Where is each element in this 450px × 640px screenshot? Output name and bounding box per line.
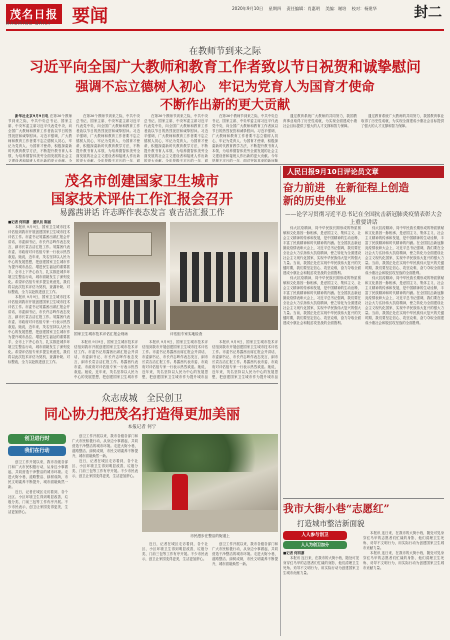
story3-body-text-2b: 近日，记者在城区走访看到，各个社区、小区环境卫生得到明显改善，垃圾分类、门前三包等工作有序开展。不少市民表示，创卫让家园变得更美，生活更加舒心。 [72, 459, 138, 478]
story2-body-text-b: 本报讯 9月9日，国家卫生城市技术评估组到我市开展创建国家卫生城市技术评估工作。市委书记易露茜出席汇报会并讲话，市委副书记、市长许志晖作表态发言，副市长袁吉洁汇报工作。易露茜代表市委、市政府对评估组专家一行表示热烈欢迎。她说，近年来，茂名坚持以人民为中心的发展思想，把创建国家卫生城市作为提升城市品位、增进民生福祉的重要抓手，全市上下齐心协力，扎实推进城乡环境卫生整洁行动，城市面貌发生了深刻变化。希望评估组专家多提宝贵意见，我们将以此次技术评估为契机，查漏补缺、对标整改，全力以赴推进创卫工作。 [8, 295, 70, 364]
commentary-body-text-2b: 伟大抗疫精神，同中华民族长期形成的特质禀赋和文化基因一脉相承，是爱国主义、集体主义、社会主义精神的传承和发展，是中国精神的生动诠释，丰富了民族精神和时代精神的内涵。在全国抗击新冠肺炎疫情表彰大会上，习近平总书记强调，我们要在全社会大力弘扬伟大抗疫精神，使之转化为全面建设社会主义现代化国家、实现中华民族伟大复兴的强大力量。当前，我国正处在实现中华民族伟大复兴的关键时期，我们要坚定信心、攻坚克难，奋力夺取全面建成小康社会和脱贫攻坚战的全面胜利。 [365, 276, 444, 325]
story3-body-col1 [8, 460, 68, 636]
commentary-title-line2: 新的历史伟业 [283, 195, 346, 207]
lead-body-text-2: 在第36个教师节到来之际，中共中央总书记、国家主席、中央军委主席习近平代表党中央，向全国广大教师和教育工作者致以节日的热烈祝贺和诚挚慰问。习近平强调，广大教师和教育工作者要不忘立德树人初心，牢记为党育人、为国育才使命，积极探索新时代教育教学方法，不断提升教书育人本领，为培养德智体美劳全面发展的社会主义建设者和接班人作出新的更大贡献。今年是极不平凡的一年，面 [76, 114, 140, 162]
story3-body-text-3: 近日，记者在城区走访看到，各个社区、小区环境卫生得到明显改善，垃圾分类、门前三包等工作有序开展。不少市民表示，创卫让家园变得更美，生活更加舒心。 [142, 542, 208, 561]
commentary-bar: 人民日报9月10日评论员文章 [283, 166, 444, 178]
lead-body-col1 [8, 114, 72, 162]
issue-weekday: 星期四 [268, 6, 282, 11]
inspection-floor-shape [170, 306, 278, 330]
divider [283, 498, 444, 499]
lead-body-col3 [144, 114, 208, 162]
meeting-photo [74, 222, 166, 330]
volunteer-body-col2 [363, 531, 444, 636]
divider [6, 164, 444, 165]
story2-byline: ■记者 何西嘉 通讯员 陈丽 [8, 220, 51, 224]
newspaper-logo: 茂名日报 [6, 4, 62, 24]
designer-credit: 美编：谢培 [325, 6, 347, 11]
volunteer-headline: 我市大街小巷“志愿红” [283, 503, 390, 515]
story2-body-col4 [212, 340, 278, 380]
story2-body-col3 [142, 340, 208, 380]
story2-body-text: 本报讯 9月9日，国家卫生城市技术评估组到我市开展创建国家卫生城市技术评估工作。市委书记易露茜出席汇报会并讲话，市委副书记、市长许志晖作表态发言，副市长袁吉洁汇报工作。易露茜代表市委、市政府对评估组专家一行表示热烈欢迎。她说，近年来，茂名坚持以人民为中心的发展思想，把创建国家卫生城市作为提升城市品位、增进民生福祉的重要抓手，全市上下齐心协力，扎实推进城乡环境卫生整洁行动，城市面貌发生了深刻变化。希望评估组专家多提宝贵意见，我们将以此次技术评估为契机，查漏补缺、对标整改，全力以赴推进创卫工作。 [8, 225, 70, 294]
story3-body-text-b: 近日，记者在城区走访看到，各个社区、小区环境卫生得到明显改善，垃圾分类、门前三包等工作有序开展。不少市民表示，创卫让家园变得更美，生活更加舒心。 [8, 490, 68, 514]
lead-body-text-4: 在第36个教师节到来之际，中共中央总书记、国家主席、中央军委主席习近平代表党中央，向全国广大教师和教育工作者致以节日的热烈祝贺和诚挚慰问。习近平强调，广大教师和教育工作者要不忘立德树人初心，牢记为党育人、为国育才使命，积极探索新时代教育教学方法，不断提升教书育人本领，为培养德智体美劳全面发展的社会主义建设者和接班人作出新的更大贡献。今年是极不平凡的一年，面对突如其来的新冠肺 [212, 114, 278, 162]
story3-body-col2 [72, 434, 138, 636]
lead-body-col2 [76, 114, 140, 162]
volunteer-logo-tag-2: 人人为创卫加分 [283, 541, 347, 549]
story3-byline: 本报记者 何宁 [127, 425, 157, 430]
issue-date: 2020年9月10日 [232, 6, 264, 11]
story3-headline: 同心协力把茂名打造得更加美丽 [44, 407, 240, 423]
volunteer-headline-line2: 打造城市整洁新面貌 [297, 519, 365, 528]
story3-body-col4 [212, 542, 278, 636]
volunteer-body-text: 本报讯 连日来，在我市的大街小巷，随处可见身穿红马甲的志愿者们忙碌的身影，他们清理卫生死角、劝导不文明行为，用实际行动为创建国家卫生城市贡献力量。 [283, 556, 359, 575]
commentary-body-text: 伟大抗疫精神，同中华民族长期形成的特质禀赋和文化基因一脉相承，是爱国主义、集体主义、社会主义精神的传承和发展，是中国精神的生动诠释，丰富了民族精神和时代精神的内涵。在全国抗击新冠肺炎疫情表彰大会上，习近平总书记强调，我们要在全社会大力弘扬伟大抗疫精神，使之转化为全面建设社会主义现代化国家、实现中华民族伟大复兴的强大力量。当前，我国正处在实现中华民族伟大复兴的关键时期，我们要坚定信心、攻坚克难，奋力夺取全面建成小康社会和脱贫攻坚战的全面胜利。 [283, 226, 361, 275]
commentary-body-col1 [283, 226, 361, 494]
commentary-body-text-b: 伟大抗疫精神，同中华民族长期形成的特质禀赋和文化基因一脉相承，是爱国主义、集体主义、社会主义精神的传承和发展，是中国精神的生动诠释，丰富了民族精神和时代精神的内涵。在全国抗击新冠肺炎疫情表彰大会上，习近平总书记强调，我们要在全社会大力弘扬伟大抗疫精神，使之转化为全面建设社会主义现代化国家、实现中华民族伟大复兴的强大力量。当前，我国正处在实现中华民族伟大复兴的关键时期，我们要坚定信心、攻坚克难，奋力夺取全面建成小康社会和脱贫攻坚战的全面胜利。 [283, 276, 361, 325]
volunteer-body-text-2b: 本报讯 连日来，在我市的大街小巷，随处可见身穿红马甲的志愿者们忙碌的身影，他们清理卫生死角、劝导不文明行为，用实际行动为创建国家卫生城市贡献力量。 [363, 551, 444, 570]
volunteer-body-col1 [283, 551, 359, 636]
lead-body-text: 在第36个教师节到来之际，中共中央总书记、国家主席、中央军委主席习近平代表党中央，向全国广大教师和教育工作者致以节日的热烈祝贺和诚挚慰问。习近平强调，广大教师和教育工作者要不忘立德树人初心，牢记为党育人、为国育才使命，积极探索新时代教育教学方法，不断提升教书育人本领，为培养德智体美劳全面发展的社会主义建设者和接班人作出新的更大贡献。今 [8, 114, 72, 162]
street-person-shape [172, 474, 188, 514]
volunteer-logo-tag: 人人参与创卫 [283, 531, 347, 540]
volunteer-byline: ■记者 何西嘉 [283, 551, 305, 555]
masthead-rule [6, 29, 444, 31]
inspection-photo [170, 222, 278, 330]
commentary-body-text-2: 伟大抗疫精神，同中华民族长期形成的特质禀赋和文化基因一脉相承，是爱国主义、集体主义、社会主义精神的传承和发展，是中国精神的生动诠释，丰富了民族精神和时代精神的内涵。在全国抗击新冠肺炎疫情表彰大会上，习近平总书记强调，我们要在全社会大力弘扬伟大抗疫精神，使之转化为全面建设社会主义现代化国家、实现中华民族伟大复兴的强大力量。当前，我国正处在实现中华民族伟大复兴的关键时期，我们要坚定信心、攻坚克难，奋力夺取全面建成小康社会和脱贫攻坚战的全面胜利。 [365, 226, 444, 275]
lead-body-text-3: 在第36个教师节到来之际，中共中央总书记、国家主席、中央军委主席习近平代表党中央，向全国广大教师和教育工作者致以节日的热烈祝贺和诚挚慰问。习近平强调，广大教师和教育工作者要不忘立德树人初心，牢记为党育人、为国育才使命，积极探索新时代教育教学方法，不断提升教书育人本领，为培养德智体美劳全面发展的社会主义建设者和接班人作出新的更大贡献。今年是极不平凡的一年，面 [144, 114, 208, 162]
meeting-people-shape [84, 300, 156, 324]
lead-headline-line3: 不断作出新的更大贡献 [159, 98, 290, 113]
commentary-subtitle: ——论学习贯彻习近平总书记在全国抗击新冠肺炎疫情表彰大会上重要讲话 [285, 212, 442, 226]
story2-body-text-4: 本报讯 9月9日，国家卫生城市技术评估组到我市开展创建国家卫生城市技术评估工作。市委书记易露茜出席汇报会并讲话，市委副书记、市长许志晖作表态发言，副市长袁吉洁汇报工作。易露茜代表市委、市政府对评估组专家一行表示热烈欢迎。她说，近年来，茂名坚持以人民为中心的发展思想，把创建国家卫生城市作为提升城市品 [212, 340, 278, 379]
right-top-text-2: 通过教育系统广大教师的共同努力，我国教育事业取得了历史性成就，为实现全面建成小康社会目标提供了强大的人才支撑和智力保障。 [361, 114, 444, 128]
story3-body-text-2: 创卫工作开展以来，我市各级各部门和广大市民积极行动，从身边小事做起，共同营造干净整洁的城市环境。走进大街小巷，道路整洁、绿树成荫，市民文明素养不断提升，城市面貌焕然一新。 [72, 434, 138, 458]
section-name: 要闻 [72, 6, 108, 27]
story2-body-text-3: 本报讯 9月9日，国家卫生城市技术评估组到我市开展创建国家卫生城市技术评估工作。市委书记易露茜出席汇报会并讲话，市委副书记、市长许志晖作表态发言，副市长袁吉洁汇报工作。易露茜代表市委、市政府对评估组专家一行表示热烈欢迎。她说，近年来，茂名坚持以人民为中心的发展思想，把创建国家卫生城市作为提升城市品 [142, 340, 208, 379]
meeting-banner-shape [88, 232, 152, 256]
lead-body-col4 [212, 114, 278, 162]
lead-dateline: 新华社北京9月9日电 [15, 114, 49, 118]
story3-body-text: 创卫工作开展以来，我市各级各部门和广大市民积极行动，从身边小事做起，共同营造干净整洁的城市环境。走进大街小巷，道路整洁、绿树成荫，市民文明素养不断提升，城市面貌焕然一新。 [8, 460, 68, 489]
story3-body-text-4: 创卫工作开展以来，我市各级各部门和广大市民积极行动，从身边小事做起，共同营造干净整洁的城市环境。走进大街小巷，道路整洁、绿树成荫，市民文明素养不断提升，城市面貌焕然一新。 [212, 542, 278, 566]
campaign-tag-2: 我们在行动 [8, 446, 66, 456]
lead-headline-line2: 强调不忘立德树人初心 牢记为党育人为国育才使命 [75, 80, 375, 95]
newspaper-logo-subtitle: MAOMING DAILY [6, 21, 52, 26]
lead-headline: 习近平向全国广大教师和教育工作者致以节日祝贺和诚挚慰问 [29, 59, 421, 76]
story3-body-col3 [142, 542, 208, 636]
lead-kicker: 在教师节到来之际 [188, 47, 261, 57]
story2-body-col1 [8, 220, 70, 380]
editor-credit: 责任编辑：肖惠明 [286, 6, 320, 11]
issue-meta [232, 6, 381, 12]
street-pavement-shape [142, 510, 278, 532]
commentary-body-col2 [365, 226, 444, 494]
street-photo [142, 434, 278, 532]
story2-body-text-2: 本报讯 9月9日，国家卫生城市技术评估组到我市开展创建国家卫生城市技术评估工作。市委书记易露茜出席汇报会并讲话，市委副书记、市长许志晖作表态发言，副市长袁吉洁汇报工作。易露茜代表市委、市政府对评估组专家一行表示热烈欢迎。她说，近年来，茂名坚持以人民为中心的发展思想，把创建国家卫生城市作 [74, 340, 138, 379]
divider [6, 383, 278, 384]
page-number: 封二 [414, 5, 442, 21]
column-divider [280, 166, 281, 636]
volunteer-body-text-2: 本报讯 连日来，在我市的大街小巷，随处可见身穿红马甲的志愿者们忙碌的身影，他们清理卫生死角、劝导不文明行为，用实际行动为创建国家卫生城市贡献力量。 [363, 531, 444, 550]
proofreader-credit: 校对：杨建华 [351, 6, 377, 11]
meeting-table-shape [80, 282, 160, 296]
right-top-text: 通过教育系统广大教师的共同努力，我国教育事业取得了历史性成就，为实现全面建成小康社会目标提供了强大的人才支撑和智力保障。 [283, 114, 357, 128]
story2-body-col2 [74, 340, 138, 380]
photo-caption-left: 国家卫生城市技术评估汇报会现场 [74, 332, 128, 336]
photo-caption-right: 评估组专家实地检查 [170, 332, 203, 336]
street-photo-caption: 市民漫步在整洁的街道上 [190, 534, 230, 538]
inspection-people-shape [180, 252, 268, 302]
story3-kicker: 众志成城 全民创卫 [101, 394, 183, 404]
lead-body-col5 [283, 114, 357, 162]
story2-headline: 茂名市创建国家卫生城市 [65, 174, 219, 190]
story2-headline-line2: 国家技术评估工作汇报会召开 [51, 192, 233, 208]
campaign-tag-1: 创卫进行时 [8, 434, 66, 444]
story2-subtitle: 易露茜讲话 许志晖作表态发言 袁吉洁汇报工作 [59, 208, 225, 217]
commentary-title: 奋力前进 在新征程上创造 [283, 182, 409, 194]
street-trees-shape [142, 434, 278, 472]
lead-body-col6 [361, 114, 444, 162]
